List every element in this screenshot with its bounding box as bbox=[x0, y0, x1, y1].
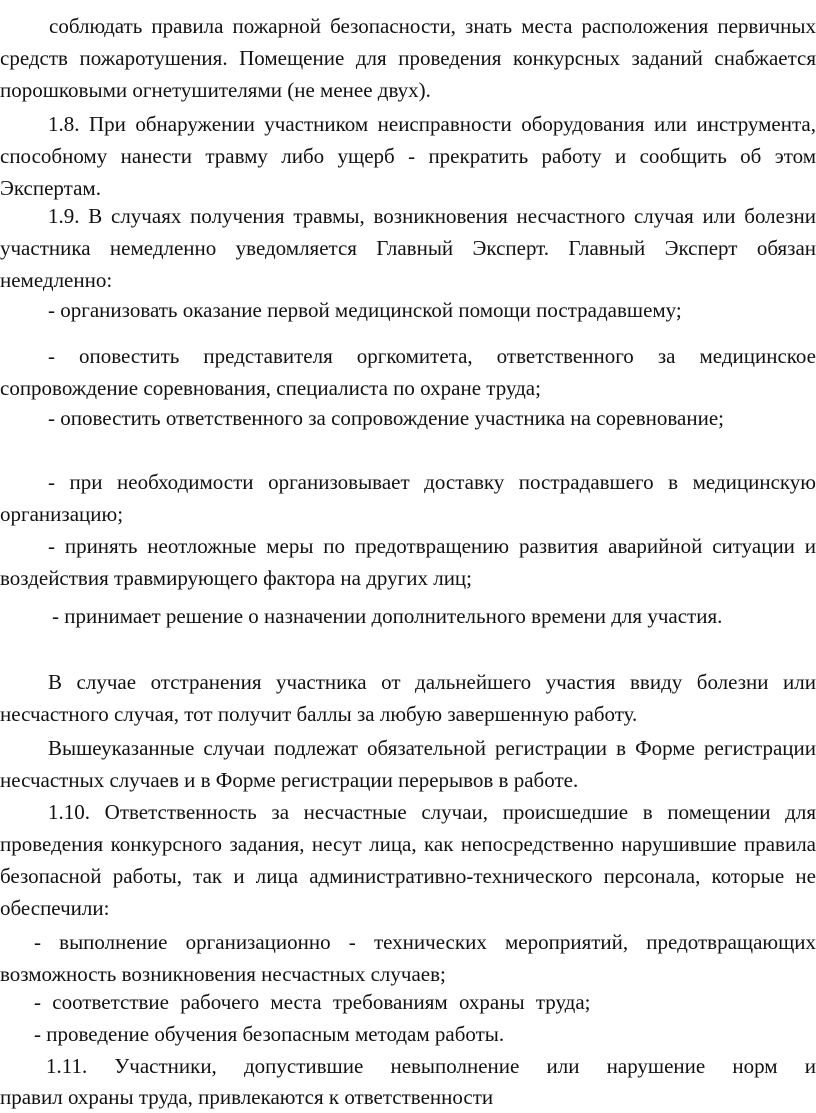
list-item-first-aid: - организовать оказание первой медицинской помощи пострадавшему; bbox=[48, 298, 682, 322]
paragraph-registration: Вышеуказанные случаи подлежат обязательной регистрации в Форме регистрации несчастных случаев и в Форме регистрации перерывов в работе. bbox=[0, 736, 816, 792]
list-item-extra-time: - принимает решение о назначении дополнительного времени для участия. bbox=[52, 604, 723, 628]
list-item-training: - проведение обучения безопасным методам работы. bbox=[34, 1022, 505, 1046]
paragraph-1-10: 1.10. Ответственность за несчастные случаи, происшедшие в помещении для проведения конкурсного задания, несут лица, как непосредственно нарушившие правила безопасной работы, так и лица административно-технического персонала, которые не обеспечили: bbox=[0, 800, 816, 920]
paragraph-1-9: 1.9. В случаях получения травмы, возникновения несчастного случая или болезни участника немедленно уведомляется Главный Эксперт. Главный Эксперт обязан немедленно: bbox=[0, 204, 816, 292]
list-item-notify-escort: - оповестить ответственного за сопровождение участника на соревнование; bbox=[48, 406, 724, 430]
list-item-emergency-measures: - принять неотложные меры по предотвращению развития аварийной ситуации и воздействия травмирующего фактора на других лиц; bbox=[0, 534, 816, 590]
list-item-delivery: - при необходимости организовывает доставку пострадавшего в медицинскую организацию; bbox=[0, 470, 816, 526]
list-item-notify-committee: - оповестить представителя оргкомитета, ответственного за медицинское сопровождение соревнования, специалиста по охране труда; bbox=[0, 344, 816, 400]
paragraph-suspension: В случае отстранения участника от дальнейшего участия ввиду болезни или несчастного случая, тот получит баллы за любую завершенную работу. bbox=[0, 670, 816, 726]
list-item-workplace-compliance: - соответствие рабочего места требованиям охраны труда; bbox=[34, 990, 591, 1014]
paragraph-1-11: 1.11. Участники, допустившие невыполнение или нарушение норм и bbox=[46, 1054, 816, 1078]
list-item-technical-measures: - выполнение организационно - технических мероприятий, предотвращающих возможность возникновения несчастных случаев; bbox=[0, 930, 816, 986]
paragraph-fire-safety: соблюдать правила пожарной безопасности, знать места расположения первичных средств пожаротушения. Помещение для проведения конкурсных заданий снабжается порошковыми огнетушителями (не менее двух). bbox=[0, 14, 816, 102]
paragraph-1-11-continued: правил охраны труда, привлекаются к ответственности bbox=[0, 1085, 494, 1109]
paragraph-1-8: 1.8. При обнаружении участником неисправности оборудования или инструмента, способному нанести травму либо ущерб - прекратить работу и сообщить об этом Экспертам. bbox=[0, 112, 816, 200]
